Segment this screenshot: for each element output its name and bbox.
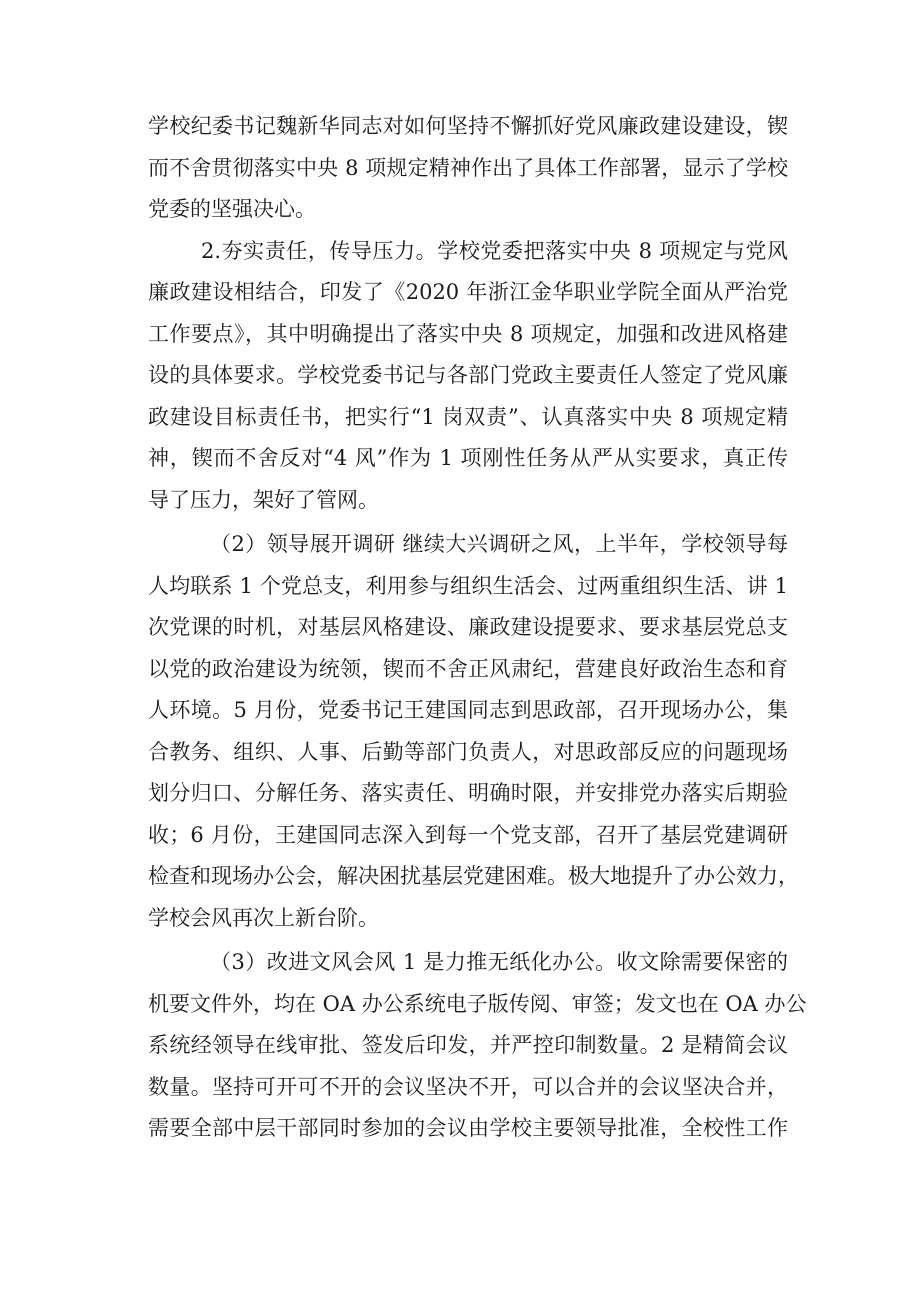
paragraph-line: 2.夯实责任，传导压力。学校党委把落实中央 8 项规定与党风 [201,238,788,263]
paragraph-line: 机要文件外，均在 OA 办公系统电子版传阅、审签；发文也在 OA 办公 [148,991,807,1016]
paragraph-line: 导了压力，架好了管网。 [148,487,379,512]
paragraph-line: 人环境。5 月份，党委书记王建国同志到思政部，召开现场办公，集 [148,698,788,722]
paragraph-4 [148,942,807,1150]
paragraph-line: 廉政建设相结合，印发了《2020 年浙江金华职业学院全面从严治党 [148,280,788,304]
paragraph-line: 设的具体要求。学校党委书记与各部门党政主要责任人签定了党风廉 [148,363,788,387]
paragraph-2 [148,231,788,522]
paragraph-line: 学校会风再次上新台阶。 [148,905,379,930]
paragraph-line: 政建设目标责任书，把实行“1 岗双责”、认真落实中央 8 项规定精 [148,404,788,429]
paragraph-line: （2）领导展开调研 继续大兴调研之风，上半年，学校领导每 [210,532,788,556]
paragraph-line: 系统经领导在线审批、签发后印发，并严控印制数量。2 是精简会议 [148,1033,788,1057]
paragraph-line: 党委的坚强决心。 [148,197,316,221]
paragraph-line: 收；6 月份，王建国同志深入到每一个党支部，召开了基层党建调研 [148,822,788,847]
paragraph-line: 工作要点》，其中明确提出了落实中央 8 项规定，加强和改进风格建 [148,321,788,346]
paragraph-line: 而不舍贯彻落实中央 8 项规定精神作出了具体工作部署，显示了学校 [148,155,788,180]
paragraph-1 [148,106,788,231]
paragraph-line: 合教务、组织、人事、后勤等部门负责人，对思政部反应的问题现场 [148,739,788,764]
paragraph-line: 数量。坚持可开可不开的会议坚决不开，可以合并的会议坚决合并， [148,1074,788,1099]
paragraph-line: 检查和现场办公会，解决困扰基层党建困难。极大地提升了办公效力， [148,864,799,888]
paragraph-3 [148,524,799,939]
paragraph-line: 以党的政治建设为统领，锲而不舍正风肃纪，营建良好政治生态和育 [148,656,788,681]
paragraph-line: 划分归口、分解任务、落实责任、明确时限，并安排党办落实后期验 [148,781,788,805]
paragraph-line: 神，锲而不舍反对“4 风”作为 1 项刚性任务从严从实要求，真正传 [148,446,788,470]
paragraph-line: （3）改进文风会风 1 是力推无纸化办公。收文除需要保密的 [210,950,788,974]
paragraph-line: 人均联系 1 个党总支，利用参与组织生活会、过两重组织生活、讲 1 [148,573,788,598]
paragraph-line: 次党课的时机，对基层风格建设、廉政建设提要求、要求基层党总支 [148,615,788,639]
document-body [148,106,807,1150]
paragraph-line: 学校纪委书记魏新华同志对如何坚持不懈抓好党风廉政建设建设，锲 [148,114,788,138]
paragraph-line: 需要全部中层干部同时参加的会议由学校主要领导批准，全校性工作 [148,1116,788,1140]
